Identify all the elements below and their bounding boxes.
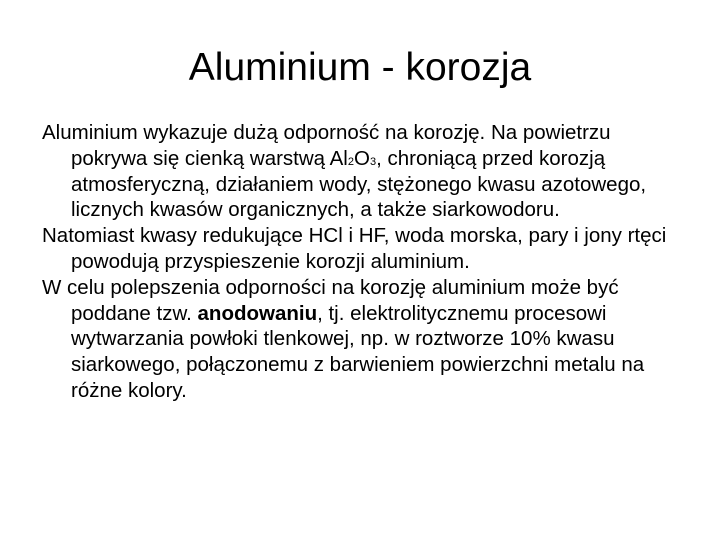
paragraph-corrosion-resistance bbox=[42, 120, 692, 223]
anodizing-term: anodowaniu bbox=[197, 301, 318, 325]
paragraph-corrosion-acceleration: Natomiast kwasy redukujące HCl i HF, woda morska, pary i jony rtęci powodują przyspieszenie korozji aluminium. bbox=[42, 224, 667, 273]
paragraph-3-text-b: , tj. elektrolitycznemu procesowi wytwarzania powłoki tlenkowej, np. w roztworze 10% kwasu siarkowego, połączonemu z barwieniem powierzchni metalu na różne kolory. bbox=[71, 301, 645, 402]
slide-title: Aluminium - korozja bbox=[188, 46, 532, 89]
paragraph-1-text-c: , chroniącą przed korozją atmosferyczną, działaniem wody, stężonego kwasu azotowego, licznych kwasów organicznych, a także siarkowodoru. bbox=[71, 146, 647, 222]
paragraph-3-text-a: W celu polepszenia odporności na korozję aluminium może być poddane tzw. bbox=[42, 275, 619, 325]
paragraph-1-text-a: Aluminium wykazuje dużą odporność na korozję. Na powietrzu pokrywa się cienką warstwą Al bbox=[42, 121, 611, 170]
subscript-3: 3 bbox=[369, 155, 377, 168]
paragraph-anodizing bbox=[42, 275, 692, 404]
subscript-2: 2 bbox=[347, 155, 354, 168]
paragraph-1-text-b: O bbox=[354, 146, 370, 170]
slide-content bbox=[42, 120, 692, 404]
